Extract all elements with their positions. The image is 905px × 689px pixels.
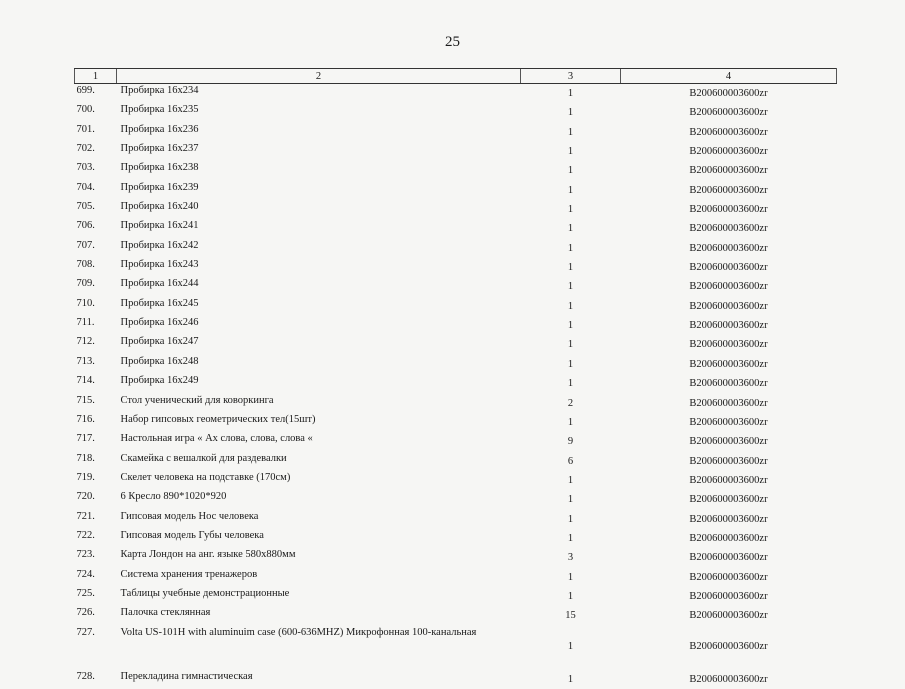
inventory-code: B200600003600zr: [689, 610, 768, 622]
item-name: Пробирка 16x247: [120, 336, 199, 348]
item-name: Пробирка 16x241: [120, 220, 199, 232]
item-name: Скамейка с вешалкой для раздевалки: [120, 452, 287, 464]
item-quantity: 1: [567, 281, 574, 293]
item-quantity: 1: [567, 532, 574, 544]
table-row: [75, 548, 837, 567]
inventory-code: B200600003600zr: [689, 146, 768, 158]
row-number: 699.: [76, 85, 95, 96]
item-name: Настольная игра « Ах слова, слова, слова «: [120, 433, 313, 445]
inventory-code: B200600003600zr: [689, 184, 768, 196]
item-name: Пробирка 16x249: [120, 375, 199, 387]
item-quantity: 1: [567, 223, 574, 235]
item-name: Пробирка 16x246: [120, 317, 199, 329]
item-name: Набор гипсовых геометрических тел(15шт): [120, 413, 316, 425]
table-row: [75, 335, 837, 354]
row-number: 704.: [76, 181, 95, 193]
row-number: 717.: [76, 433, 95, 445]
row-number: 720.: [76, 491, 95, 503]
inventory-code: B200600003600zr: [689, 262, 768, 274]
item-quantity: 15: [565, 610, 576, 622]
item-quantity: 1: [567, 673, 574, 685]
item-name: Система хранения тренажеров: [120, 568, 258, 580]
item-quantity: 1: [567, 378, 574, 390]
table-row: [75, 606, 837, 625]
table-row: [75, 626, 837, 670]
row-number: 727.: [76, 626, 95, 638]
item-quantity: 9: [567, 436, 574, 448]
inventory-code: B200600003600zr: [689, 126, 768, 138]
item-name: Пробирка 16x235: [120, 104, 199, 116]
item-quantity: 1: [567, 88, 574, 99]
item-name: Пробирка 16x239: [120, 181, 199, 193]
item-quantity: 1: [567, 416, 574, 428]
item-quantity: 1: [567, 242, 574, 254]
item-quantity: 1: [567, 262, 574, 274]
row-number: 724.: [76, 568, 95, 580]
inventory-code: B200600003600zr: [689, 416, 768, 428]
item-quantity: 1: [567, 640, 574, 652]
inventory-table: [74, 68, 837, 689]
inventory-code: B200600003600zr: [689, 436, 768, 448]
table-row: [75, 219, 837, 238]
row-number: 726.: [76, 607, 95, 619]
table-row: [75, 432, 837, 451]
inventory-code: B200600003600zr: [689, 242, 768, 254]
inventory-code: B200600003600zr: [689, 513, 768, 525]
item-name: Таблицы учебные демонстрационные: [120, 587, 290, 599]
inventory-code: B200600003600zr: [689, 165, 768, 177]
table-row: [75, 239, 837, 258]
row-number: 707.: [76, 239, 95, 251]
row-number: 716.: [76, 413, 95, 425]
table-row: [75, 374, 837, 393]
row-number: 715.: [76, 394, 95, 406]
item-name: Перекладина гимнастическая: [120, 670, 253, 682]
table-row: [75, 123, 837, 142]
table-row: [75, 568, 837, 587]
table-row: [75, 529, 837, 548]
item-quantity: 1: [567, 300, 574, 312]
inventory-code: B200600003600zr: [689, 455, 768, 467]
item-quantity: 1: [567, 571, 574, 583]
row-number: 713.: [76, 355, 95, 367]
item-quantity: 2: [567, 397, 574, 409]
item-name: Пробирка 16x234: [120, 85, 199, 96]
header-col-1: 1: [75, 69, 117, 84]
table-row: [75, 510, 837, 529]
row-number: 705.: [76, 201, 95, 213]
item-quantity: 1: [567, 320, 574, 332]
item-name: Пробирка 16x243: [120, 259, 199, 271]
row-number: 703.: [76, 162, 95, 174]
item-name: Пробирка 16x237: [120, 143, 199, 155]
inventory-code: B200600003600zr: [689, 320, 768, 332]
header-col-2: 2: [117, 69, 521, 84]
table-header-row: [75, 69, 837, 84]
item-name: Пробирка 16x245: [120, 297, 199, 309]
item-name: Скелет человека на подставке (170см): [120, 471, 291, 483]
row-number: 701.: [76, 123, 95, 135]
inventory-code: B200600003600zr: [689, 673, 768, 685]
row-number: 709.: [76, 278, 95, 290]
inventory-code: B200600003600zr: [689, 397, 768, 409]
table-row: [75, 452, 837, 471]
item-name: Пробирка 16x240: [120, 201, 199, 213]
header-col-3: 3: [521, 69, 621, 84]
item-name: Гипсовая модель Нос человека: [120, 510, 259, 522]
table-row: [75, 297, 837, 316]
item-name: Стол ученический для коворкинга: [120, 394, 274, 406]
row-number: 718.: [76, 452, 95, 464]
table-row: [75, 161, 837, 180]
inventory-code: B200600003600zr: [689, 494, 768, 506]
item-quantity: 1: [567, 126, 574, 138]
item-name: Пробирка 16x238: [120, 162, 199, 174]
header-col-4: 4: [621, 69, 837, 84]
table-row: [75, 670, 837, 689]
inventory-code: B200600003600zr: [689, 358, 768, 370]
row-number: 728.: [76, 670, 95, 682]
inventory-code: B200600003600zr: [689, 204, 768, 216]
table-row: [75, 394, 837, 413]
item-quantity: 1: [567, 184, 574, 196]
item-name: Пробирка 16x244: [120, 278, 199, 290]
item-quantity: 1: [567, 204, 574, 216]
table-row: [75, 142, 837, 161]
row-number: 723.: [76, 549, 95, 561]
inventory-code: B200600003600zr: [689, 281, 768, 293]
table-row: [75, 181, 837, 200]
table-row: [75, 413, 837, 432]
item-quantity: 1: [567, 146, 574, 158]
item-quantity: 3: [567, 552, 574, 564]
inventory-code: B200600003600zr: [689, 474, 768, 486]
item-name: Палочка стеклянная: [120, 607, 211, 619]
inventory-code: B200600003600zr: [689, 571, 768, 583]
row-number: 700.: [76, 104, 95, 116]
item-quantity: 1: [567, 339, 574, 351]
item-quantity: 1: [567, 513, 574, 525]
table-row: [75, 471, 837, 490]
item-name: Карта Лондон на анг. языке 580x880мм: [120, 549, 296, 561]
inventory-code: B200600003600zr: [689, 378, 768, 390]
table-row: [75, 103, 837, 122]
row-number: 719.: [76, 471, 95, 483]
inventory-code: B200600003600zr: [689, 590, 768, 602]
item-quantity: 1: [567, 474, 574, 486]
row-number: 712.: [76, 336, 95, 348]
item-name: 6 Кресло 890*1020*920: [120, 491, 227, 503]
table-row: [75, 355, 837, 374]
item-name: Пробирка 16x248: [120, 355, 199, 367]
item-quantity: 6: [567, 455, 574, 467]
row-number: 711.: [76, 317, 95, 329]
item-quantity: 1: [567, 107, 574, 119]
item-quantity: 1: [567, 590, 574, 602]
table-row: [75, 258, 837, 277]
item-quantity: 1: [567, 165, 574, 177]
inventory-code: B200600003600zr: [689, 223, 768, 235]
table-row: [75, 200, 837, 219]
inventory-code: B200600003600zr: [689, 88, 768, 99]
row-number: 725.: [76, 587, 95, 599]
inventory-code: B200600003600zr: [689, 552, 768, 564]
item-quantity: 1: [567, 494, 574, 506]
item-name: Гипсовая модель Губы человека: [120, 529, 264, 541]
page-number: 25: [445, 34, 460, 50]
table-row: [75, 316, 837, 335]
row-number: 708.: [76, 259, 95, 271]
table-row: [75, 490, 837, 509]
row-number: 721.: [76, 510, 95, 522]
item-name: Пробирка 16x236: [120, 123, 199, 135]
table-row: [75, 277, 837, 296]
table-row: [75, 587, 837, 606]
item-name: Пробирка 16x242: [120, 239, 199, 251]
row-number: 706.: [76, 220, 95, 232]
inventory-code: B200600003600zr: [689, 339, 768, 351]
row-number: 714.: [76, 375, 95, 387]
item-quantity: 1: [567, 358, 574, 370]
item-name: Volta US-101H with aluminuim case (600-636MHZ) Микрофонная 100-канальная: [120, 626, 477, 638]
inventory-code: B200600003600zr: [689, 300, 768, 312]
inventory-code: B200600003600zr: [689, 107, 768, 119]
inventory-code: B200600003600zr: [689, 640, 768, 652]
row-number: 722.: [76, 529, 95, 541]
inventory-code: B200600003600zr: [689, 532, 768, 544]
row-number: 710.: [76, 297, 95, 309]
row-number: 702.: [76, 143, 95, 155]
table-row: [75, 84, 837, 104]
